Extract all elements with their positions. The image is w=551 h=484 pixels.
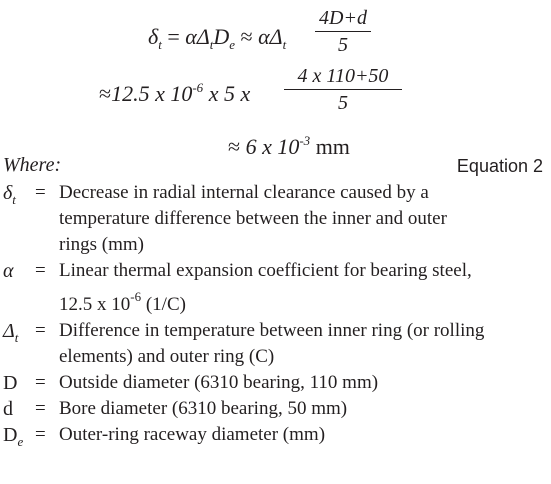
definition-text-line: Difference in temperature between inner ring (or rolling — [59, 320, 485, 341]
delta-symbol: δ — [148, 24, 159, 49]
definition-symbol: $\Delta_t$ — [3, 320, 19, 345]
definition-text-line: rings (mm) — [59, 234, 144, 255]
definition-outside-diameter: D = Outside diameter (6310 bearing, 110 mm) — [0, 370, 551, 396]
definition-delta-t: $\delta_t$ = Decrease in radial internal clearance caused by a temperature difference between the inner and outer rings (mm) — [0, 180, 551, 258]
definition-text-line: Outer-ring raceway diameter (mm) — [59, 424, 326, 445]
definition-symbol: d — [3, 398, 13, 420]
definition-bore-diameter: d = Bore diameter (6310 bearing, 50 mm) — [0, 396, 551, 422]
definition-text-line: Bore diameter (6310 bearing, 50 mm) — [59, 398, 348, 419]
fraction-2 — [284, 64, 402, 115]
fraction-1-numerator: 4D+d — [319, 7, 367, 29]
fraction-1-denominator: 5 — [338, 34, 348, 56]
fraction-1-bar — [315, 31, 371, 32]
definition-symbol: α — [3, 260, 14, 282]
fraction-2-numerator: 4 x 110+50 — [297, 65, 389, 87]
definition-raceway-diameter: $D_e$ = Outer-ring raceway diameter (mm) — [0, 422, 551, 448]
definition-text-line: Decrease in radial internal clearance caused by a — [59, 182, 429, 203]
definition-text-line: temperature difference between the inner and outer — [59, 208, 447, 229]
definition-symbol: $\delta_t$ — [3, 182, 16, 207]
fraction-2-bar — [284, 89, 402, 90]
definition-symbol: $D_e$ — [3, 424, 24, 449]
equation-line-1: $\delta_t = \alpha\Delta_tD_e \approx \alpha\Delta_t$ — [148, 24, 287, 52]
definition-alpha: α = Linear thermal expansion coefficient for bearing steel, 12.5 x $10^{-6}$ (1/C) — [0, 258, 551, 318]
definition-symbol: D — [3, 372, 18, 394]
definition-text-line: 12.5 x $10^{-6}$ (1/C) — [59, 289, 186, 315]
equation-line-2: ≈12.5 x $10^{-6}$ x 5 x — [99, 80, 251, 106]
definition-text-line: Linear thermal expansion coefficient for bearing steel, — [59, 260, 472, 281]
fraction-1 — [315, 6, 371, 57]
where-label: Where: — [3, 154, 62, 176]
definition-delta-temperature: $\Delta_t$ = Difference in temperature between inner ring (or rolling elements) and outer ring (C) — [0, 318, 551, 370]
equation-line-3: ≈ 6 x $10^{-3}$ mm — [228, 133, 350, 159]
fraction-2-denominator: 5 — [338, 92, 348, 114]
definition-text-line: Outside diameter (6310 bearing, 110 mm) — [59, 372, 379, 393]
definition-text-line: elements) and outer ring (C) — [59, 346, 275, 367]
definitions-list — [0, 180, 551, 448]
equation-number-label: Equation 2 — [456, 156, 543, 176]
